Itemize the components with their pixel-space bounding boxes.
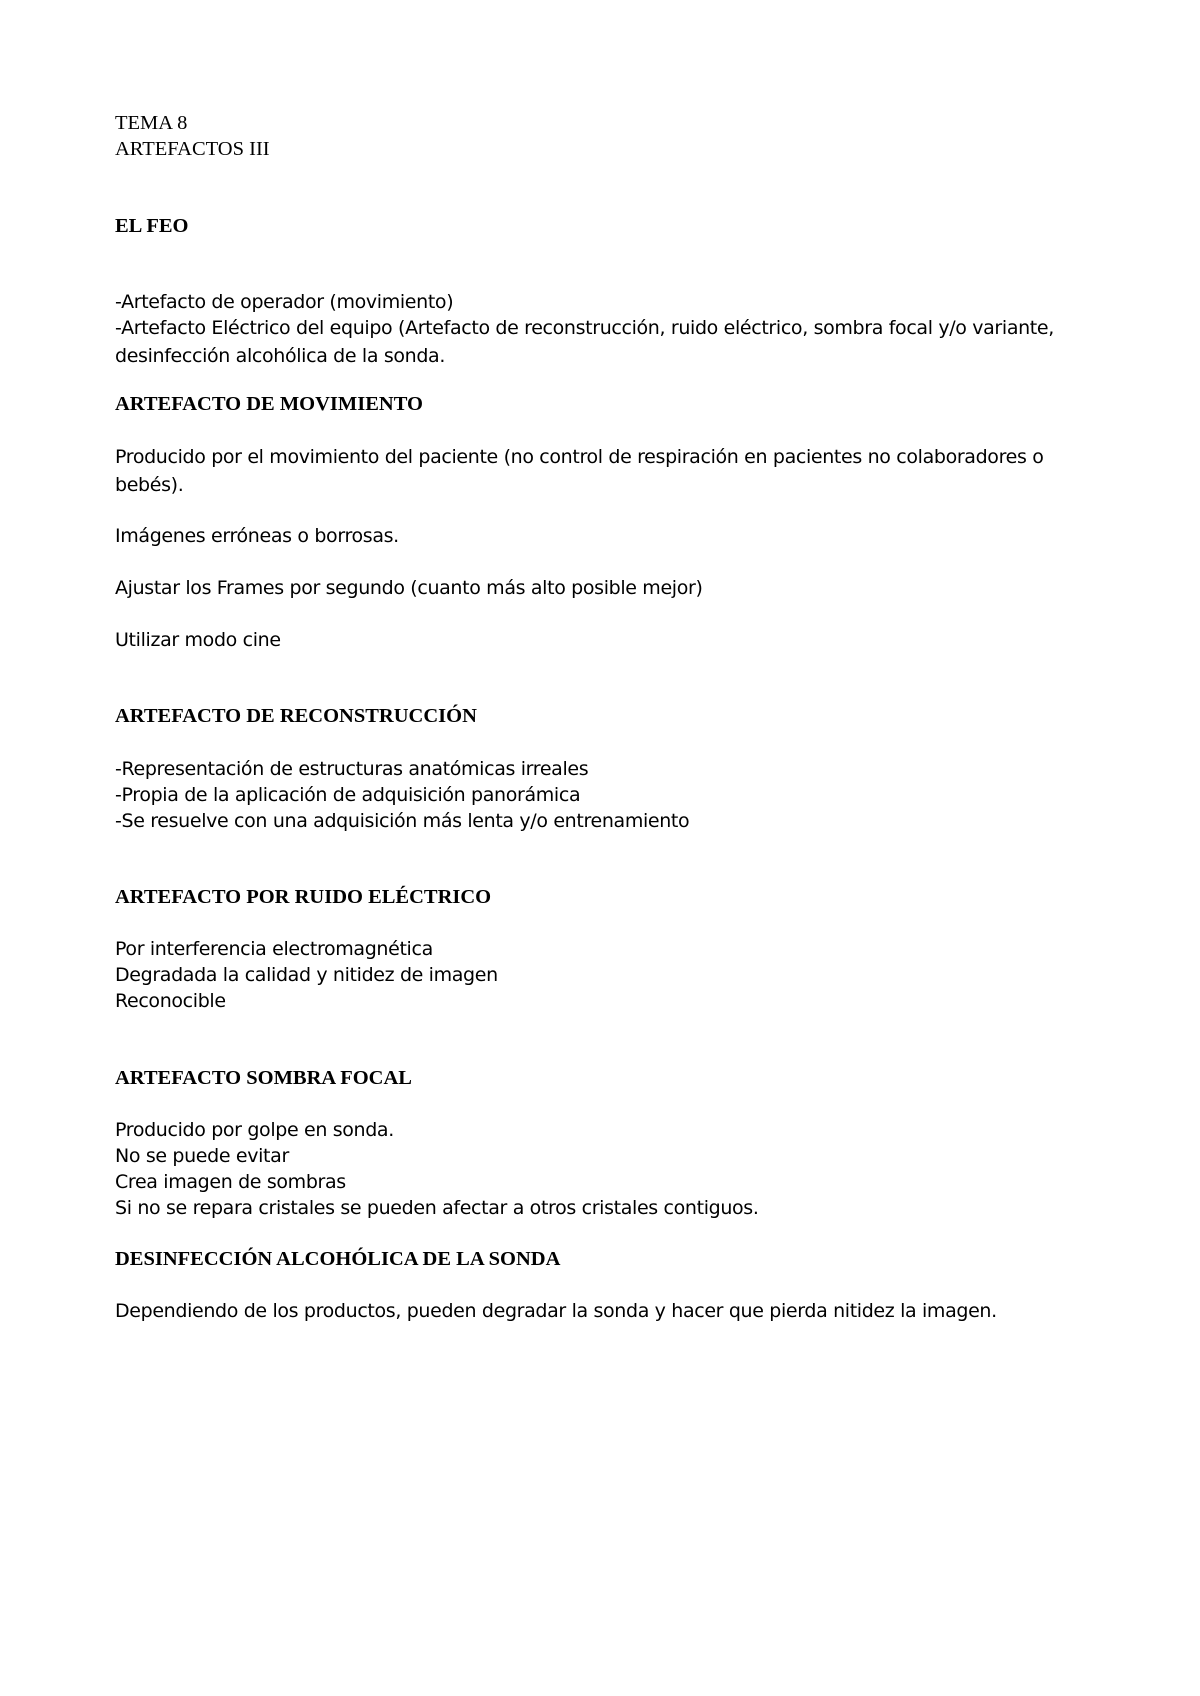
heading-movimiento: ARTEFACTO DE MOVIMIENTO	[115, 393, 423, 415]
movimiento-paragraph-1: Producido por el movimiento del paciente (no control de respiración en pacientes no colaboradores o bebés).	[115, 446, 1044, 496]
feo-line-1: -Artefacto de operador (movimiento)	[115, 291, 454, 313]
ruido-line-2: Degradada la calidad y nitidez de imagen	[115, 964, 498, 986]
movimiento-paragraph-4: Utilizar modo cine	[115, 629, 281, 651]
heading-sombra-focal: ARTEFACTO SOMBRA FOCAL	[115, 1067, 412, 1089]
desinfeccion-line-1: Dependiendo de los productos, pueden degradar la sonda y hacer que pierda nitidez la imagen.	[115, 1300, 997, 1322]
heading-ruido-electrico: ARTEFACTO POR RUIDO ELÉCTRICO	[115, 886, 492, 908]
reconstruccion-line-3: -Se resuelve con una adquisición más lenta y/o entrenamiento	[115, 810, 690, 832]
ruido-line-3: Reconocible	[115, 990, 226, 1012]
reconstruccion-line-1: -Representación de estructuras anatómicas irreales	[115, 758, 589, 780]
topic-number: TEMA 8	[115, 112, 188, 134]
sombra-line-4: Si no se repara cristales se pueden afectar a otros cristales contiguos.	[115, 1197, 759, 1219]
movimiento-paragraph-2: Imágenes erróneas o borrosas.	[115, 525, 399, 547]
heading-reconstruccion: ARTEFACTO DE RECONSTRUCCIÓN	[115, 705, 477, 727]
heading-el-feo: EL FEO	[115, 215, 189, 237]
ruido-line-1: Por interferencia electromagnética	[115, 938, 433, 960]
sombra-line-2: No se puede evitar	[115, 1145, 289, 1167]
movimiento-paragraph-3: Ajustar los Frames por segundo (cuanto más alto posible mejor)	[115, 577, 703, 599]
heading-desinfeccion: DESINFECCIÓN ALCOHÓLICA DE LA SONDA	[115, 1248, 561, 1270]
sombra-line-3: Crea imagen de sombras	[115, 1171, 346, 1193]
sombra-line-1: Producido por golpe en sonda.	[115, 1119, 394, 1141]
reconstruccion-line-2: -Propia de la aplicación de adquisición panorámica	[115, 784, 581, 806]
feo-line-2: -Artefacto Eléctrico del equipo (Artefacto de reconstrucción, ruido eléctrico, sombra focal y/o variante, desinfección alcohólica de la sonda.	[115, 317, 1054, 367]
document-title: ARTEFACTOS III	[115, 138, 270, 160]
